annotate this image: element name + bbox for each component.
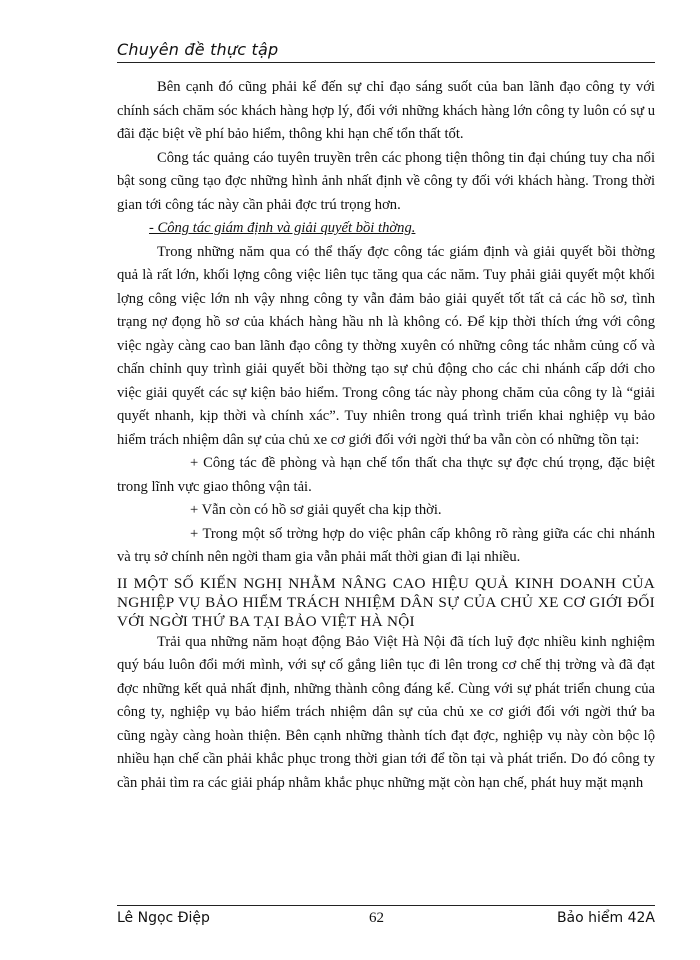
list-item-prevention: + Công tác đề phòng và hạn chế tổn thất cha thực sự đợc chú trọng, đặc biệt trong lĩnh vực giao thông vận tải. [117, 455, 655, 495]
page-header [117, 40, 655, 63]
subheading-claims: - Công tác giám định và giải quyết bồi thờng. [149, 220, 416, 236]
list-item-pending-files: + Vẫn còn có hồ sơ giải quyết cha kịp thời. [190, 502, 442, 518]
list-item-branch-delegation: + Trong một số trờng hợp do việc phân cấp không rõ ràng giữa các chi nhánh và trụ sở chính nên ngời tham gia vẫn phải mất thời gian đi lại nhiều. [117, 525, 655, 565]
page-footer [117, 905, 655, 926]
paragraph-experience: Trải qua những năm hoạt động Bảo Việt Hà Nội đã tích luỹ đợc nhiều kinh nghiệm quý báu luôn đổi mới mình, với sự cố gắng liên tục đi lên trong cơ chế thị trờng và đã đạt đợc những kết quả nhất định, những thành công đáng kể. Cùng với sự phát triển chung của công ty, nghiệp vụ bảo hiểm trách nhiệm dân sự của chủ xe cơ giới đối với ngời thứ ba cũng ngày càng hoàn thiện. Bên cạnh những thành tích đạt đợc, nghiệp vụ này còn bộc lộ nhiều hạn chế cần phải khắc phục trong thời gian tới để tồn tại và phát triển. Do đó công ty cần phải tìm ra các giải pháp nhằm khắc phục những mặt còn hạn chế, phát huy mặt mạnh [117, 633, 655, 791]
page-content [117, 76, 655, 795]
paragraph-customer-care: Bên cạnh đó cũng phải kể đến sự chỉ đạo sáng suốt của ban lãnh đạo công ty với chính sách chăm sóc khách hàng hợp lý, đối với những khách hàng lớn công ty luôn có sự u đãi đặc biệt về phí bảo hiểm, thông khi hạn chế tổn thất tốt. [117, 79, 655, 142]
paragraph-advertising: Công tác quảng cáo tuyên truyền trên các phong tiện thông tin đại chúng tuy cha nổi bật song cũng tạo đợc những hình ảnh nhất định về công ty đối với khách hàng. Trong thời gian tới công tác này cần phải đợc trú trọng hơn. [117, 149, 655, 213]
section-heading-recommendations: II MỘT SỐ KIẾN NGHỊ NHẰM NÂNG CAO HIỆU QUẢ KINH DOANH CỦA NGHIỆP VỤ BẢO HIỂM TRÁCH NHIỆM DÂN SỰ CỦA CHỦ XE CƠ GIỚI ĐỐI VỚI NGỜI THỨ BA TẠI BẢO VIỆT HÀ NỘI [117, 574, 655, 630]
footer-class-name: Bảo hiểm 42A [556, 910, 655, 926]
footer-author: Lê Ngọc Điệp [117, 910, 210, 926]
header-title: Chuyên đề thực tập [117, 40, 279, 59]
paragraph-claims: Trong những năm qua có thể thấy đợc công tác giám định và giải quyết bồi thờng quả là rất lớn, khối lợng công việc liên tục tăng qua các năm. Tuy phải giải quyết một khối lợng công việc lớn nh vậy nhng công ty vẫn đảm bảo giải quyết tốt tất cả các hồ sơ, tình trạng nợ đọng hồ sơ của khách hàng hầu nh là không có. Để kịp thời thích ứng với công việc ngày càng cao ban lãnh đạo công ty thờng xuyên có những công tác nhằm củng cố và chấn chỉnh quy trình giải quyết bồi thờng tạo sự chủ động cho các chi nhánh cấp dới cho việc giải quyết các sự kiện bảo hiểm. Trong công tác này phong chăm của công ty là “giải quyết nhanh, kịp thời và chính xác”. Tuy nhiên trong quá trình triển khai nghiệp vụ bảo hiểm trách nhiệm dân sự của chủ xe cơ giới đối với ngời thứ ba vẫn còn có những tồn tại: [117, 243, 655, 448]
page-number: 62 [369, 910, 384, 926]
